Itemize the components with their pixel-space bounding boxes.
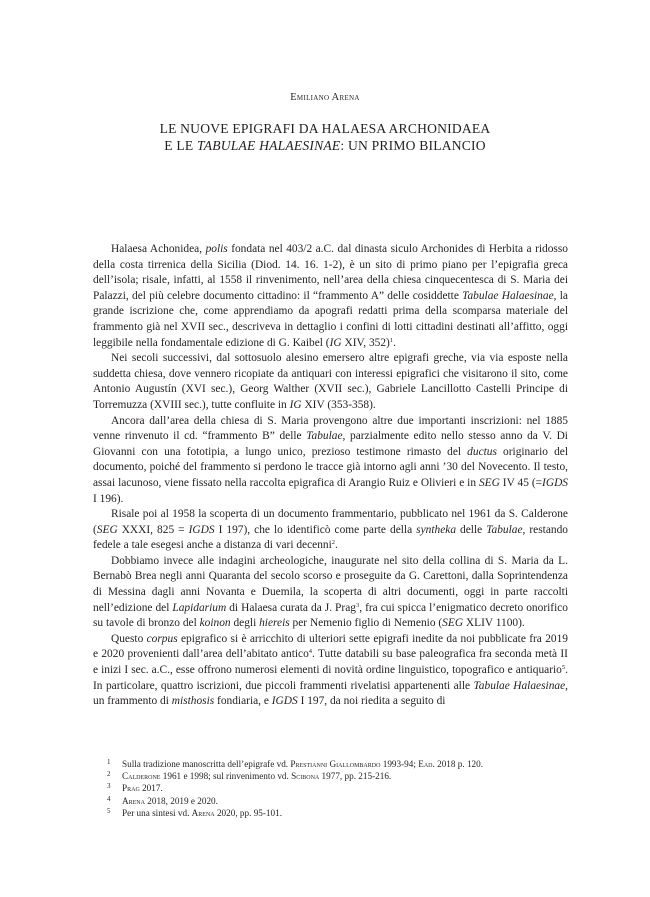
- title-line-1: LE NUOVE EPIGRAFI DA HALAESA ARCHONIDAEA: [159, 121, 491, 136]
- paragraph-3: Ancora dall’area della chiesa di S. Maria provengono altre due importanti inscrizioni: nel 1885 venne rinvenuto il cd. “frammento B” delle Tabulae, parzialmente edito nello stesso anno da V. Di Giovanni con una fototipia, a lungo unico, prezioso testimone rimasto del ductus originario del documento, poiché del frammento si perdono le tracce già intorno agli anni ’30 del Novecento. Il testo, assai lacunoso, viene fissato nella raccolta epigrafica di Arangio Ruiz e Olivieri e in SEG IV 45 (=IGDS I 196).: [93, 414, 568, 505]
- article-body: [93, 242, 568, 710]
- paragraph-5: Dobbiamo invece alle indagini archeologiche, inaugurate nel sito della collina di S. Maria da L. Bernabò Brea negli anni Quaranta del secolo scorso e proseguite da G. Carettoni, dalla Soprintendenza di Messina dagli anni Novanta e Duemila, la scoperta di altri documenti, oggi in parte raccolti nell’edizione del Lapidarium di Halaesa curata da J. Prag$^3$, fra cui spicca l’enigmatico decreto onorifico su tavole di bronzo del koinon degli hiereis per Nemenio figlio di Nemenio (SEG XLIV 1100).: [93, 554, 568, 630]
- footnote-3: 3 Prag 2017.: [107, 782, 163, 794]
- footnote-4: 4 Arena 2018, 2019 e 2020.: [107, 794, 218, 806]
- footnote-5: 5 Per una sintesi vd. Arena 2020, pp. 95-101.: [107, 806, 283, 818]
- footnote-2: 2 Calderone 1961 e 1998; sul rinvenimento vd. Scibona 1977, pp. 215-216.: [107, 770, 392, 782]
- article-title: [0, 120, 650, 154]
- title-line-2: E LE TABULAE HALAESINAE: UN PRIMO BILANCIO: [164, 138, 486, 153]
- paragraph-4: Risale poi al 1958 la scoperta di un documento frammentario, pubblicato nel 1961 da S. Calderone (SEG XXXI, 825 = IGDS I 197), che lo identificò come parte della syntheka delle Tabulae, restando fedele a tale esegesi anche a distanza di vari decenni$^2$.: [93, 508, 568, 552]
- paragraph-1: Halaesa Achonidea, polis fondata nel 403/2 a.C. dal dinasta siculo Archonides di Herbita a ridosso della costa tirrenica della Sicilia (Diod. 14. 16. 1-2), è un sito di primo piano per l’epigrafia greca dell’isola; risale, infatti, al 1558 il rinvenimento, nell’area della chiesa cinquecentesca di S. Maria dei Palazzi, del più celebre documento cittadino: il “frammento A” delle cosiddette Tabulae Halaesinae, la grande iscrizione che, come apprendiamo da apografi redatti prima della scomparsa materiale del frammento già nel XVII sec., descriveva in dettaglio i confini di lotti cittadini destinati all’affitto, oggi leggibile nella fondamentale edizione di G. Kaibel (IG XIV, 352)$^1$.: [93, 243, 568, 349]
- footnote-1: 1 Sulla tradizione manoscritta dell’epigrafe vd. Prestianni Giallombardo 1993-94; Ead. 2018 p. 120.: [107, 758, 484, 769]
- footnotes: [107, 758, 567, 819]
- author-name: Emiliano Arena: [290, 92, 360, 103]
- paragraph-2: Nei secoli successivi, dal sottosuolo alesino emersero altre epigrafi greche, via via esposte nella suddetta chiesa, dove vennero ricopiate da antiquari con interessi epigrafici che visitarono il sito, come Antonio Augustín (XVI sec.), Georg Walther (XVII sec.), Gabriele Lancillotto Castelli Principe di Torremuzza (XVIII sec.), tutte confluite in IG XIV (353-358).: [93, 352, 568, 411]
- paragraph-6: Questo corpus epigrafico si è arricchito di ulteriori sette epigrafi inedite da noi pubblicate fra 2019 e 2020 provenienti dall’area dell’abitato antico$^4$. Tutte databili su base paleografica fra seconda metà II e inizi I sec. a.C., esse offrono numerosi elementi di novità ordine linguistico, topografico e antiquario$^5$. In particolare, quattro iscrizioni, due piccoli frammenti rivelatisi appartenenti alle Tabulae Halaesinae, un frammento di misthosis fondiaria, e IGDS I 197, da noi riedita a seguito di: [93, 632, 568, 708]
